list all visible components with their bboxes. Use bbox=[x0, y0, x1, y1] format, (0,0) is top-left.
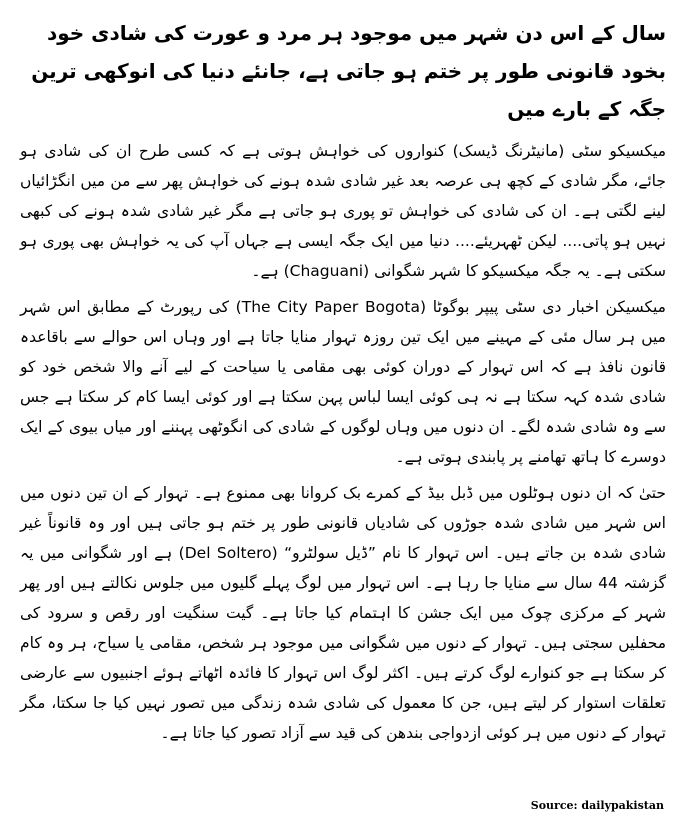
source-credit: Source: dailypakistan bbox=[530, 799, 664, 812]
article-paragraph-1: میکسیکو سٹی (مانیٹرنگ ڈیسک) کنواروں کی خواہش ہوتی ہے کہ کسی طرح ان کی شادی ہو جائے، مگر شادی کے کچھ ہی عرصہ بعد غیر شادی شدہ ہونے کی خواہش پھر سے من میں انگڑائیاں لینے لگتی ہے۔ ان کی شادی کی خواہش تو پوری ہو جاتی ہے مگر غیر شادی شدہ ہونے کی کبھی نہیں ہو پاتی.... لیکن ٹھہریئے.... دنیا میں ایک جگہ ایسی ہے جہاں آپ کی یہ خواہش بھی پوری ہو سکتی ہے۔ یہ جگہ میکسیکو کا شہر شگوانی (Chaguani) ہے۔ bbox=[20, 142, 666, 280]
article-paragraph-2: میکسیکن اخبار دی سٹی پیپر بوگوٹا (The City Paper Bogota) کی رپورٹ کے مطابق اس شہر میں ہر سال مئی کے مہینے میں ایک تین روزہ تہوار منایا جاتا ہے اور وہاں اس حوالے سے باقاعدہ قانون نافذ ہے کہ اس تہوار کے دوران کوئی بھی مقامی یا سیاحت کے لیے آنے والا شخص خود کو شادی شدہ کہہ سکتا ہے نہ ہی کوئی ایسا لباس پہن سکتا ہے اور کوئی ایسا کام کر سکتا ہے جس سے وہ شادی شدہ لگے۔ ان دنوں میں وہاں لوگوں کے شادی کی انگوٹھی پہننے اور میاں بیوی کے ایک دوسرے کا ہاتھ تھامنے پر پابندی ہوتی ہے۔ bbox=[20, 298, 666, 466]
article-paragraph-3: حتیٰ کہ ان دنوں ہوٹلوں میں ڈبل بیڈ کے کمرے بک کروانا بھی ممنوع ہے۔ تہوار کے ان تین دنوں میں اس شہر میں شادی شدہ جوڑوں کی شادیاں قانونی طور پر ختم ہو جاتی ہیں اور وہ قانوناً غیر شادی شدہ بن جاتے ہیں۔ اس تہوار کا نام ”ڈیل سولٹرو“ (Del Soltero) ہے اور شگوانی میں یہ گزشتہ 44 سال سے منایا جا رہا ہے۔ اس تہوار میں لوگ پہلے گلیوں میں جلوس نکالتے ہیں اور پھر شہر کے مرکزی چوک میں ایک جشن کا اہتمام کیا جاتا ہے۔ گیت سنگیت اور رقص و سرود کی محفلیں سجتی ہیں۔ تہوار کے دنوں میں شگوانی میں موجود ہر شخص، مقامی یا سیاح، ہر وہ کام کر سکتا ہے جو کنوارے لوگ کرتے ہیں۔ اکثر لوگ اس تہوار کا فائدہ اٹھاتے ہوئے اجنبیوں سے عارضی تعلقات استوار کر لیتے ہیں، جن کا معمول کی شادی شدہ زندگی میں تصور نہیں کیا جا سکتا، مگر تہوار کے دنوں میں ہر کوئی ازدواجی بندھن کی قید سے آزاد تصور کیا جاتا ہے۔ bbox=[20, 484, 666, 742]
article-body bbox=[20, 136, 666, 748]
article-headline: سال کے اس دن شہر میں موجود ہر مرد و عورت کی شادی خود بخود قانونی طور پر ختم ہو جاتی ہے، جانئے دنیا کی انوکھی ترین جگہ کے بارے میں bbox=[31, 21, 666, 121]
